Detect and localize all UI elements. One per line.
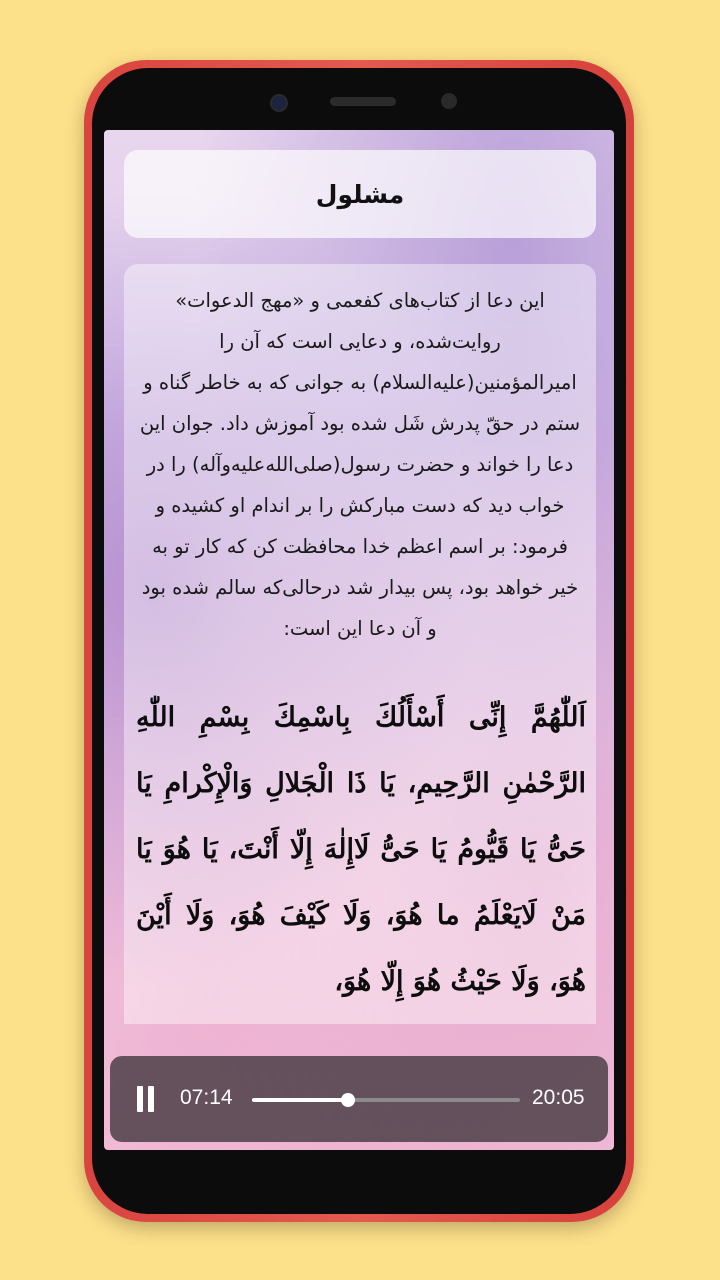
- intro-paragraph: این دعا از کتاب‌های کفعمی و «مهج الدعوات» روایت‌شده، و دعایی است که آن را امیرالمؤمنین(علیه‌السلام) به جوانی که به خاطر گناه و ستم در حقّ پدرش شَل شده بود آموزش داد. جوان این دعا را خواند و حضرت رسول(صلی‌الله‌علیه‌وآله) را در خواب دید که دست مبارکش را بر اندام او کشیده و فرمود: بر اسم اعظم خدا محافظت کن که کار تو به خیر خواهد بود، پس بیدار شد درحالی‌که سالم شده بود و آن دعا این است:: [139, 289, 581, 640]
- earpiece-speaker: [330, 97, 396, 106]
- prayer-text: اَللّٰهُمَّ إِنِّى أَسْأَلُكَ بِاسْمِكَ بِسْمِ اللّٰهِ الرَّحْمٰنِ الرَّحِيمِ، يَا ذَا الْجَلالِ وَالْإِكْرامِ يَا حَىُّ يَا قَيُّومُ يَا حَىُّ لَاإِلٰهَ إِلّا أَنْتَ، يَا هُوَ يَا مَنْ لَايَعْلَمُ ما هُوَ، وَلَا كَيْفَ هُوَ، وَلَا أَيْنَ هُوَ، وَلَا حَيْثُ هُوَ إِلّا هُوَ،: [136, 702, 586, 997]
- seek-bar-progress: [252, 1098, 348, 1102]
- pause-button[interactable]: [132, 1082, 158, 1116]
- pause-icon-bar: [148, 1086, 154, 1112]
- title-card: [124, 150, 596, 238]
- current-time: 07:14: [180, 1086, 233, 1109]
- seek-bar-thumb[interactable]: [341, 1093, 355, 1107]
- audio-player: [110, 1056, 608, 1142]
- page-title: مشلول: [315, 179, 405, 209]
- seek-bar[interactable]: [252, 1098, 520, 1102]
- front-camera: [270, 94, 288, 112]
- content-card[interactable]: [124, 264, 596, 1024]
- app-screen: [104, 130, 614, 1150]
- proximity-sensor: [441, 93, 457, 109]
- total-time: 20:05: [532, 1086, 585, 1109]
- pause-icon: [137, 1086, 143, 1112]
